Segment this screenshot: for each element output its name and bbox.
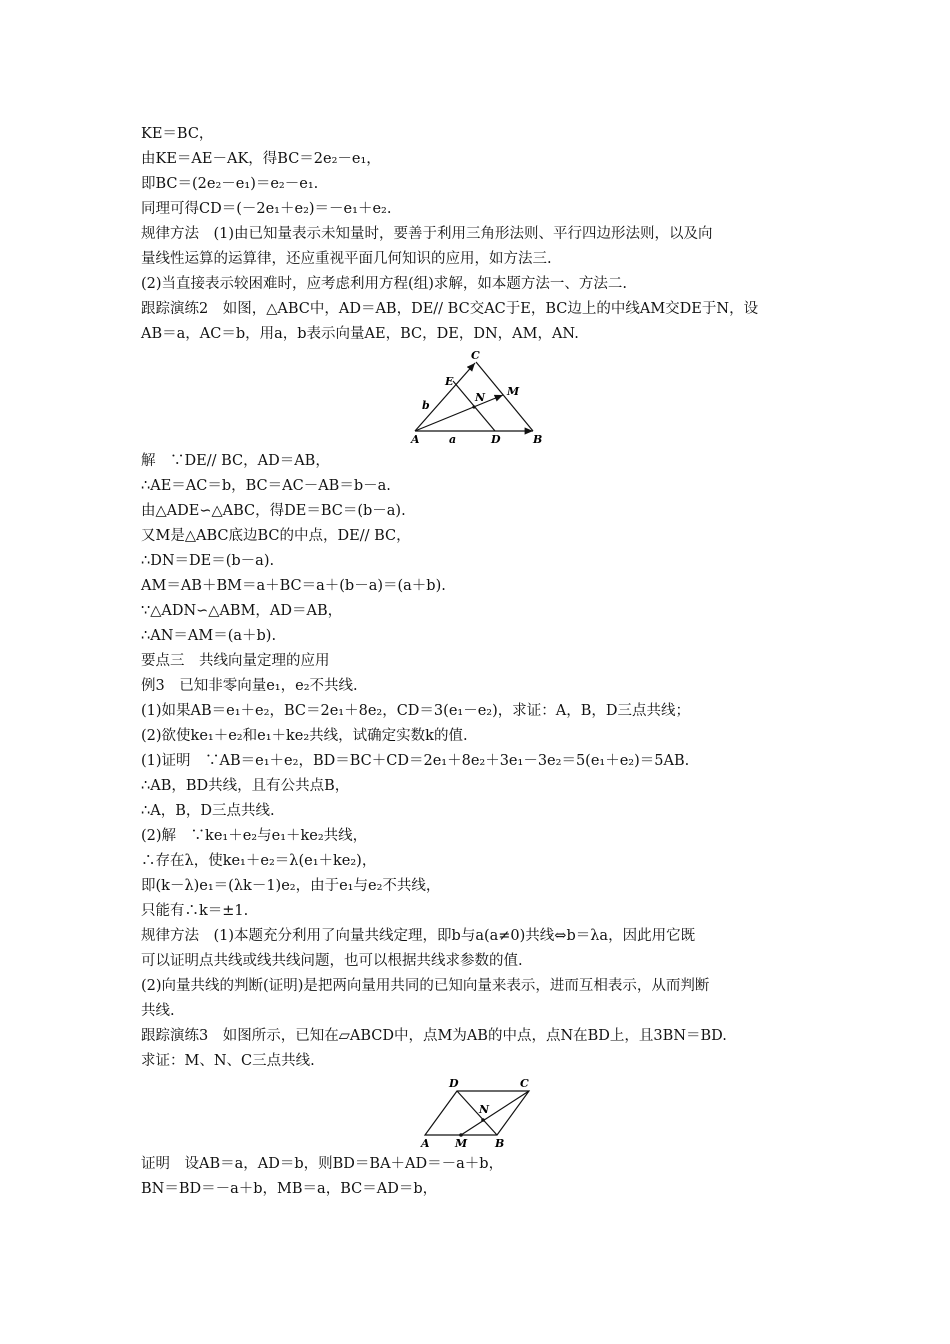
text-line-16: ∵△ADN∽△ABM，AD＝AB，: [141, 603, 343, 619]
label-e: E: [445, 375, 454, 388]
label-a-vector: a: [449, 433, 457, 445]
label-m: M: [507, 385, 520, 398]
text-line-31: (2)向量共线的判断(证明)是把两向量用共同的已知向量来表示，进而互相表示，从而判断: [141, 978, 710, 994]
text-line-35: 证明 设AB＝a，AD＝b，则BD＝BA＋AD＝－a＋b，: [141, 1156, 504, 1172]
section-heading: 要点三 共线向量定理的应用: [141, 653, 330, 669]
text-line-20: (1)如果AB＝e₁＋e₂，BC＝2e₁＋8e₂，CD＝3(e₁－e₂)，求证：A，B，D三点共线；: [141, 703, 691, 719]
label-m: M: [455, 1137, 468, 1150]
text-line-19: 例3 已知非零向量e₁，e₂不共线.: [141, 678, 358, 694]
point-n: [481, 1118, 485, 1122]
text-line-15: AM＝AB＋BM＝a＋BC＝a＋(b－a)＝(a＋b).: [141, 578, 446, 594]
text-line-1: KE＝BC，: [141, 126, 214, 142]
text-line-25: (2)解 ∵ke₁＋e₂与e₁＋ke₂共线，: [141, 828, 368, 844]
label-b: B: [495, 1137, 505, 1150]
text-line-33: 跟踪演练3 如图所示，已知在▱ABCD中，点M为AB的中点，点N在BD上，且3BN＝BD.: [141, 1028, 727, 1044]
text-line-26: ∴存在λ，使ke₁＋e₂＝λ(e₁＋ke₂)，: [141, 853, 377, 869]
text-line-29: 规律方法 (1)本题充分利用了向量共线定理，即b与a(a≠0)共线⇔b＝λa，因此用它既: [141, 928, 696, 944]
text-line-22: (1)证明 ∵AB＝e₁＋e₂，BD＝BC＋CD＝2e₁＋8e₂＋3e₁－3e₂＝5(e₁＋e₂)＝5AB.: [141, 753, 690, 769]
text-line-36: BN＝BD＝－a＋b，MB＝a，BC＝AD＝b，: [141, 1181, 438, 1197]
diagonal-bd: [457, 1091, 497, 1135]
label-a-point: A: [411, 433, 420, 445]
label-c: C: [471, 349, 480, 362]
label-a: A: [421, 1137, 430, 1150]
label-b-point: B: [533, 433, 543, 445]
segment-mc: [461, 1091, 529, 1135]
text-line-24: ∴A，B，D三点共线.: [141, 803, 275, 819]
text-line-13: 又M是△ABC底边BC的中点，DE// BC，: [141, 528, 411, 544]
label-b-vector: b: [422, 399, 430, 412]
text-line-4: 同理可得CD＝(－2e₁＋e₂)＝－e₁＋e₂.: [141, 201, 392, 217]
label-c: C: [520, 1077, 529, 1090]
text-line-30: 可以证明点共线或线共线问题，也可以根据共线求参数的值.: [141, 953, 523, 969]
label-d: D: [449, 1077, 459, 1090]
text-line-11: ∴AE＝AC＝b，BC＝AC－AB＝b－a.: [141, 478, 391, 494]
text-line-8: 跟踪演练2 如图，△ABC中，AD＝AB，DE// BC交AC于E，BC边上的中线AM交DE于N，设: [141, 301, 759, 317]
text-line-12: 由△ADE∽△ABC，得DE＝BC＝(b－a).: [141, 503, 406, 519]
text-line-6: 量线性运算的运算律，还应重视平面几何知识的应用，如方法三.: [141, 251, 552, 267]
label-n: N: [479, 1103, 490, 1116]
triangle-figure: [405, 345, 555, 445]
text-line-17: ∴AN＝AM＝(a＋b).: [141, 628, 277, 644]
text-line-21: (2)欲使ke₁＋e₂和e₁＋ke₂共线，试确定实数k的值.: [141, 728, 468, 744]
text-line-32: 共线.: [141, 1003, 175, 1019]
text-line-23: ∴AB，BD共线，且有公共点B，: [141, 778, 350, 794]
text-line-28: 只能有∴k＝±1.: [141, 903, 249, 919]
text-line-2: 由KE＝AE－AK，得BC＝2e₂－e₁，: [141, 151, 381, 167]
label-n: N: [475, 391, 486, 404]
text-line-34: 求证：M、N、C三点共线.: [141, 1053, 315, 1069]
parallelogram-figure: [415, 1075, 550, 1150]
text-line-27: 即(k－λ)e₁＝(λk－1)e₂，由于e₁与e₂不共线，: [141, 878, 441, 894]
label-d: D: [491, 433, 501, 445]
text-line-9: AB＝a，AC＝b，用a，b表示向量AE，BC，DE，DN，AM，AN.: [141, 326, 579, 342]
text-line-7: (2)当直接表示较困难时，应考虑利用方程(组)求解，如本题方法一、方法二.: [141, 276, 627, 292]
text-line-3: 即BC＝(2e₂－e₁)＝e₂－e₁.: [141, 176, 319, 192]
text-line-5: 规律方法 (1)由已知量表示未知量时，要善于利用三角形法则、平行四边形法则，以及向: [141, 226, 713, 242]
text-line-14: ∴DN＝DE＝(b－a).: [141, 553, 275, 569]
point-n: [472, 405, 475, 408]
text-line-10: 解 ∵DE// BC，AD＝AB，: [141, 453, 330, 469]
